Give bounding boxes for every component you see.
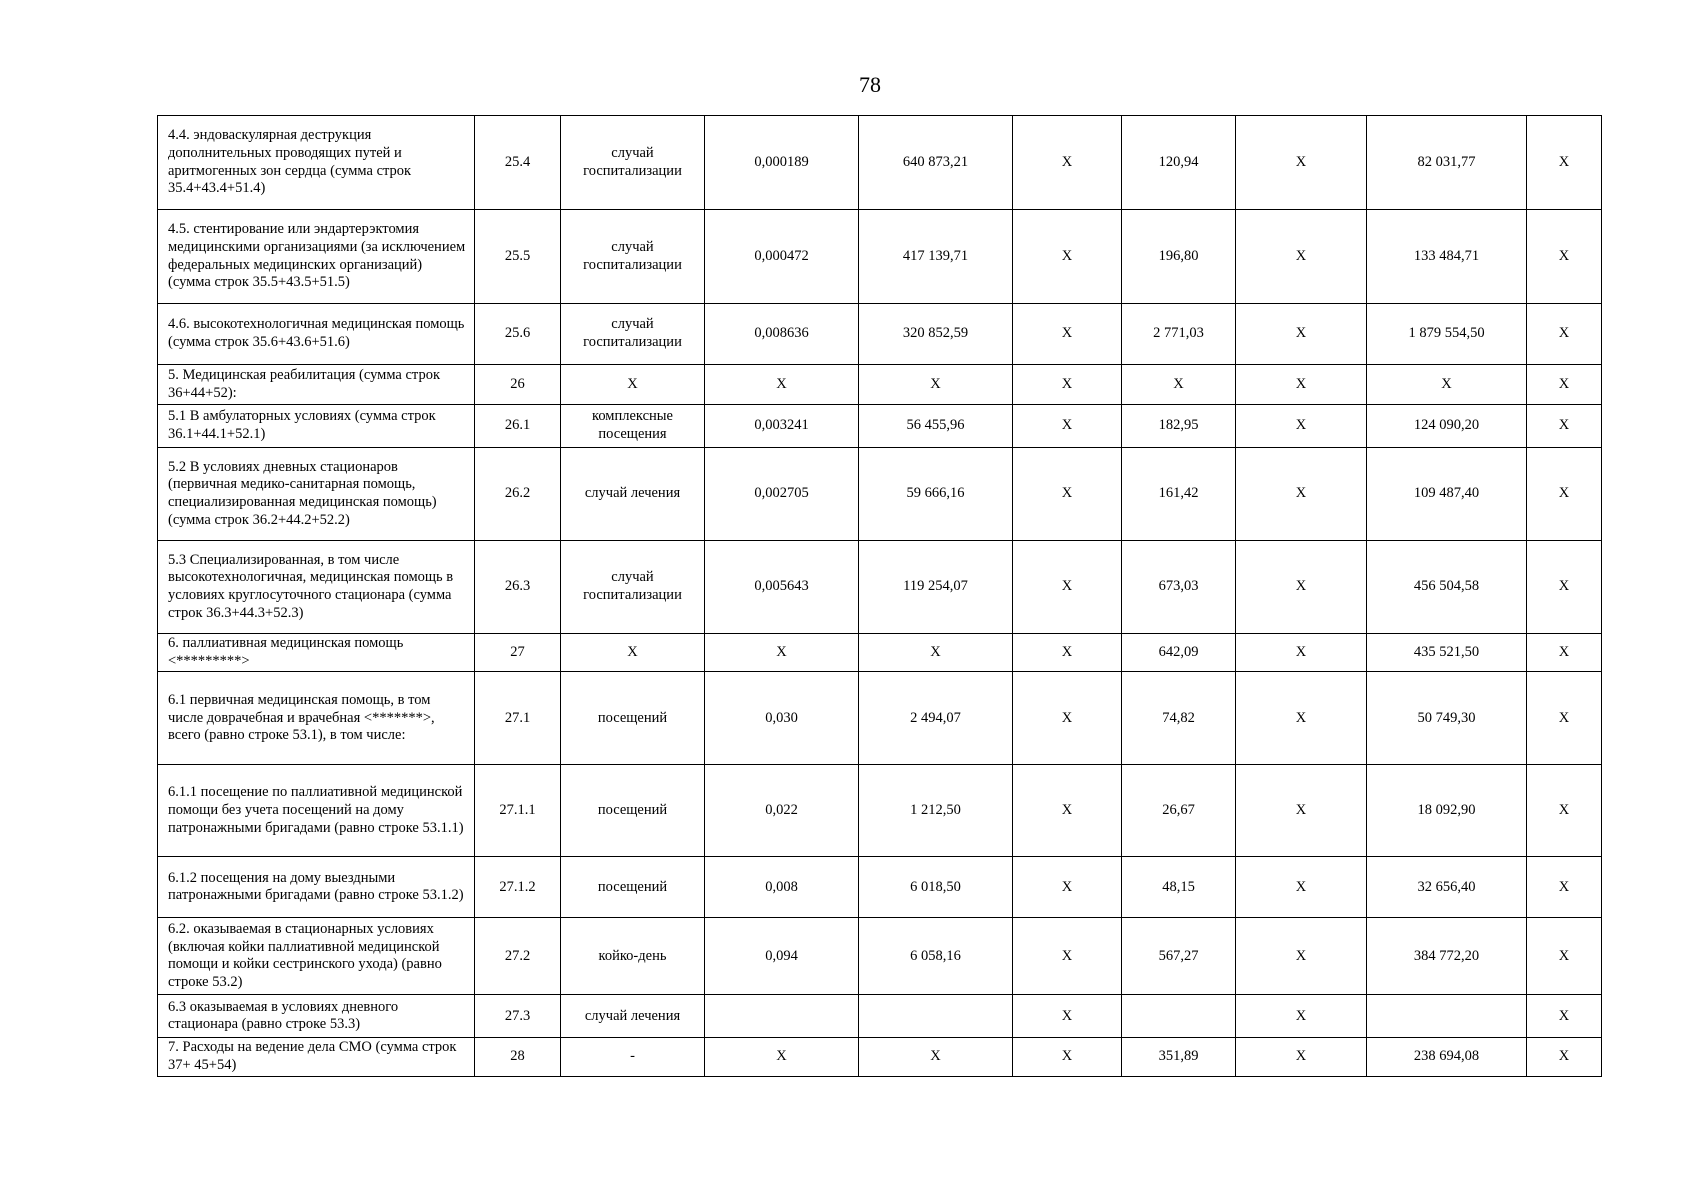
row-cell-9: 384 772,20 [1367, 918, 1527, 995]
table-row [158, 1038, 1602, 1076]
row-cost: 2 494,07 [859, 672, 1013, 765]
row-cell-8: X [1236, 304, 1367, 365]
row-cost: 640 873,21 [859, 116, 1013, 210]
row-volume: X [705, 1038, 859, 1076]
row-cell-7: 182,95 [1122, 405, 1236, 448]
row-code: 26 [475, 365, 561, 405]
row-name: 6.1 первичная медицинская помощь, в том числе доврачебная и врачебная <*******>, всего (равно строке 53.1), в том числе: [158, 672, 475, 765]
row-cell-10: X [1527, 918, 1602, 995]
row-unit: X [561, 365, 705, 405]
row-cell-10: X [1527, 634, 1602, 672]
row-cell-9: 109 487,40 [1367, 448, 1527, 541]
row-unit: - [561, 1038, 705, 1076]
row-cell-10: X [1527, 857, 1602, 918]
row-cell-6: X [1013, 918, 1122, 995]
row-name: 4.6. высокотехнологичная медицинская помощь (сумма строк 35.6+43.6+51.6) [158, 304, 475, 365]
row-volume: 0,002705 [705, 448, 859, 541]
row-unit: посещений [561, 765, 705, 857]
row-cell-9: 18 092,90 [1367, 765, 1527, 857]
row-cell-6: X [1013, 765, 1122, 857]
table-row [158, 448, 1602, 541]
row-code: 26.3 [475, 541, 561, 634]
row-cell-7: 120,94 [1122, 116, 1236, 210]
row-code: 27.1.2 [475, 857, 561, 918]
row-cost: 6 018,50 [859, 857, 1013, 918]
row-code: 27.2 [475, 918, 561, 995]
row-cost: 119 254,07 [859, 541, 1013, 634]
row-name: 6.1.1 посещение по паллиативной медицинской помощи без учета посещений на дому патронажными бригадами (равно строке 53.1.1) [158, 765, 475, 857]
row-cell-7: 567,27 [1122, 918, 1236, 995]
row-volume: 0,003241 [705, 405, 859, 448]
row-cell-8: X [1236, 1038, 1367, 1076]
row-volume [705, 995, 859, 1038]
row-cell-10: X [1527, 1038, 1602, 1076]
row-cell-9 [1367, 995, 1527, 1038]
row-name: 5.2 В условиях дневных стационаров (первичная медико-санитарная помощь, специализированная медицинская помощь) (сумма строк 36.2+44.2+52.2) [158, 448, 475, 541]
row-cost: 6 058,16 [859, 918, 1013, 995]
row-volume: 0,022 [705, 765, 859, 857]
row-cell-7: 2 771,03 [1122, 304, 1236, 365]
row-volume: 0,005643 [705, 541, 859, 634]
row-cell-6: X [1013, 448, 1122, 541]
table-row [158, 116, 1602, 210]
row-code: 25.4 [475, 116, 561, 210]
table-row [158, 765, 1602, 857]
row-code: 27.1.1 [475, 765, 561, 857]
row-cell-6: X [1013, 210, 1122, 304]
row-code: 25.6 [475, 304, 561, 365]
row-cost [859, 995, 1013, 1038]
row-cell-10: X [1527, 995, 1602, 1038]
row-cell-8: X [1236, 857, 1367, 918]
row-cell-6: X [1013, 995, 1122, 1038]
row-cost: 320 852,59 [859, 304, 1013, 365]
row-cell-9: 238 694,08 [1367, 1038, 1527, 1076]
table-row [158, 541, 1602, 634]
row-cell-10: X [1527, 116, 1602, 210]
row-cell-8: X [1236, 634, 1367, 672]
row-cell-6: X [1013, 116, 1122, 210]
expenditure-table [157, 115, 1602, 1077]
row-cell-9: 124 090,20 [1367, 405, 1527, 448]
row-cell-9: 82 031,77 [1367, 116, 1527, 210]
table-row [158, 634, 1602, 672]
row-cell-8: X [1236, 541, 1367, 634]
row-cell-7: 642,09 [1122, 634, 1236, 672]
row-cell-6: X [1013, 1038, 1122, 1076]
row-cell-7: 161,42 [1122, 448, 1236, 541]
row-cell-8: X [1236, 210, 1367, 304]
row-code: 27.1 [475, 672, 561, 765]
table-row [158, 210, 1602, 304]
row-cell-7: 26,67 [1122, 765, 1236, 857]
row-cell-7: 673,03 [1122, 541, 1236, 634]
row-name: 5.1 В амбулаторных условиях (сумма строк 36.1+44.1+52.1) [158, 405, 475, 448]
row-unit: случай лечения [561, 448, 705, 541]
row-cell-8: X [1236, 448, 1367, 541]
row-unit: случай госпитализации [561, 304, 705, 365]
row-cell-7: 196,80 [1122, 210, 1236, 304]
row-cell-10: X [1527, 304, 1602, 365]
row-cost: 59 666,16 [859, 448, 1013, 541]
row-cost: 417 139,71 [859, 210, 1013, 304]
row-cell-8: X [1236, 116, 1367, 210]
row-cell-6: X [1013, 541, 1122, 634]
page-number: 78 [859, 72, 881, 97]
row-unit: посещений [561, 672, 705, 765]
row-unit: случай лечения [561, 995, 705, 1038]
row-cell-6: X [1013, 405, 1122, 448]
row-unit: комплексные посещения [561, 405, 705, 448]
row-volume: 0,094 [705, 918, 859, 995]
row-cell-7: 74,82 [1122, 672, 1236, 765]
row-unit: случай госпитализации [561, 210, 705, 304]
row-code: 27 [475, 634, 561, 672]
row-name: 6. паллиативная медицинская помощь <*********> [158, 634, 475, 672]
row-cell-10: X [1527, 765, 1602, 857]
row-name: 6.3 оказываемая в условиях дневного стационара (равно строке 53.3) [158, 995, 475, 1038]
row-cell-7: X [1122, 365, 1236, 405]
row-cell-9: 32 656,40 [1367, 857, 1527, 918]
row-volume: X [705, 365, 859, 405]
row-cost: X [859, 1038, 1013, 1076]
row-cell-7 [1122, 995, 1236, 1038]
row-cell-7: 48,15 [1122, 857, 1236, 918]
row-cell-7: 351,89 [1122, 1038, 1236, 1076]
row-cell-10: X [1527, 405, 1602, 448]
row-name: 7. Расходы на ведение дела СМО (сумма строк 37+ 45+54) [158, 1038, 475, 1076]
row-name: 4.4. эндоваскулярная деструкция дополнительных проводящих путей и аритмогенных зон сердца (сумма строк 35.4+43.4+51.4) [158, 116, 475, 210]
row-name: 4.5. стентирование или эндартерэктомия медицинскими организациями (за исключением федеральных медицинских организаций) (сумма строк 35.5+43.5+51.5) [158, 210, 475, 304]
row-volume: 0,008 [705, 857, 859, 918]
row-unit: посещений [561, 857, 705, 918]
row-cell-9: 1 879 554,50 [1367, 304, 1527, 365]
row-cell-8: X [1236, 672, 1367, 765]
row-cell-6: X [1013, 304, 1122, 365]
row-volume: 0,008636 [705, 304, 859, 365]
row-cost: 56 455,96 [859, 405, 1013, 448]
row-cell-10: X [1527, 541, 1602, 634]
row-unit: случай госпитализации [561, 116, 705, 210]
row-cell-6: X [1013, 634, 1122, 672]
row-code: 25.5 [475, 210, 561, 304]
row-cell-8: X [1236, 365, 1367, 405]
table-row [158, 918, 1602, 995]
row-unit: X [561, 634, 705, 672]
row-cost: X [859, 365, 1013, 405]
table-row [158, 304, 1602, 365]
row-cell-6: X [1013, 365, 1122, 405]
row-code: 26.1 [475, 405, 561, 448]
row-name: 5. Медицинская реабилитация (сумма строк 36+44+52): [158, 365, 475, 405]
row-volume: 0,030 [705, 672, 859, 765]
row-name: 6.2. оказываемая в стационарных условиях (включая койки паллиативной медицинской помощи и койки сестринского ухода) (равно строке 53.2) [158, 918, 475, 995]
row-cell-8: X [1236, 765, 1367, 857]
row-cell-10: X [1527, 448, 1602, 541]
row-cell-10: X [1527, 210, 1602, 304]
row-cost: 1 212,50 [859, 765, 1013, 857]
table-row [158, 857, 1602, 918]
row-cell-9: 435 521,50 [1367, 634, 1527, 672]
table-row [158, 672, 1602, 765]
row-code: 28 [475, 1038, 561, 1076]
row-cell-8: X [1236, 405, 1367, 448]
row-cost: X [859, 634, 1013, 672]
row-cell-6: X [1013, 857, 1122, 918]
row-cell-8: X [1236, 995, 1367, 1038]
row-code: 27.3 [475, 995, 561, 1038]
row-name: 5.3 Специализированная, в том числе высокотехнологичная, медицинская помощь в условиях круглосуточного стационара (сумма строк 36.3+44.3+52.3) [158, 541, 475, 634]
row-cell-9: 133 484,71 [1367, 210, 1527, 304]
row-unit: койко-день [561, 918, 705, 995]
row-unit: случай госпитализации [561, 541, 705, 634]
row-cell-9: X [1367, 365, 1527, 405]
row-cell-6: X [1013, 672, 1122, 765]
row-code: 26.2 [475, 448, 561, 541]
row-name: 6.1.2 посещения на дому выездными патронажными бригадами (равно строке 53.1.2) [158, 857, 475, 918]
row-volume: 0,000189 [705, 116, 859, 210]
row-cell-8: X [1236, 918, 1367, 995]
row-cell-9: 456 504,58 [1367, 541, 1527, 634]
table-row [158, 365, 1602, 405]
row-cell-10: X [1527, 365, 1602, 405]
row-cell-9: 50 749,30 [1367, 672, 1527, 765]
row-volume: X [705, 634, 859, 672]
table-row [158, 995, 1602, 1038]
row-volume: 0,000472 [705, 210, 859, 304]
table-row [158, 405, 1602, 448]
row-cell-10: X [1527, 672, 1602, 765]
